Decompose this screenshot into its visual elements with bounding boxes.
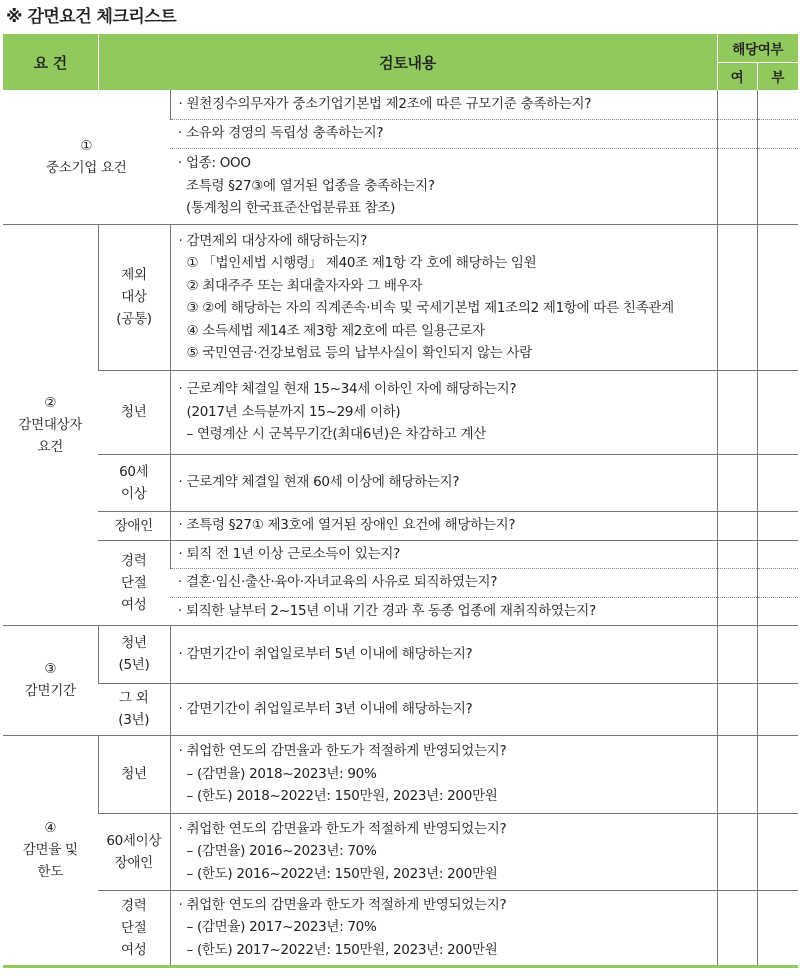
- subcategory-label-line: 장애인: [114, 517, 153, 534]
- section-label-line: 감면기간: [24, 683, 76, 699]
- checkbox-no[interactable]: [757, 224, 798, 370]
- check-item: [170, 890, 717, 966]
- table-row: [3, 370, 798, 454]
- check-item-line: · 취업한 연도의 감면율과 한도가 적절하게 반영되었는지?: [178, 820, 507, 837]
- check-item: [170, 568, 717, 597]
- section-label-line: ③: [44, 661, 57, 677]
- section-label-line: 감면대상자: [18, 416, 83, 433]
- subcategory-label-line: (5년): [118, 657, 150, 673]
- subcategory-label-line: 경력: [121, 552, 147, 569]
- checkbox-no[interactable]: [757, 597, 798, 625]
- subcategory-label: [98, 454, 170, 511]
- checkbox-no[interactable]: [757, 370, 798, 454]
- subcategory-label: [98, 735, 170, 813]
- check-item: [170, 90, 717, 119]
- check-item-line: · 감면제외 대상자에 해당하는지?: [178, 232, 367, 249]
- check-item: [170, 454, 717, 511]
- checkbox-yes[interactable]: [717, 597, 757, 625]
- checkbox-no[interactable]: [757, 625, 798, 683]
- checkbox-yes[interactable]: [717, 540, 757, 568]
- check-item: [170, 540, 717, 568]
- check-item-line: – (감면율) 2018~2023년: 90%: [186, 765, 377, 782]
- section-label-line: 감면율 및: [22, 842, 78, 858]
- check-item-line: · 퇴직 전 1년 이상 근로소득이 있는지?: [178, 545, 400, 562]
- table-row: [3, 511, 798, 540]
- check-item: [170, 511, 717, 540]
- subcategory-label-line: 단절: [121, 574, 147, 591]
- check-item-line: ④ 소득세법 제14조 제3항 제2호에 따른 일용근로자: [186, 322, 485, 339]
- subcategory-label: [98, 511, 170, 540]
- checkbox-yes[interactable]: [717, 454, 757, 511]
- checkbox-no[interactable]: [757, 511, 798, 540]
- check-item-line: · 원천징수의무자가 중소기업기본법 제2조에 따른 규모기준 충족하는지?: [178, 96, 592, 112]
- table-row: [3, 224, 798, 370]
- check-item: [170, 735, 717, 813]
- table-row: [3, 454, 798, 511]
- checkbox-yes[interactable]: [717, 813, 757, 890]
- checkbox-yes[interactable]: [717, 148, 757, 224]
- checkbox-yes[interactable]: [717, 90, 757, 119]
- subcategory-label-line: 대상: [121, 289, 147, 305]
- checkbox-no[interactable]: [757, 735, 798, 813]
- checkbox-no[interactable]: [757, 813, 798, 890]
- checkbox-no[interactable]: [757, 454, 798, 511]
- section-label-line: 요건: [37, 438, 63, 455]
- subcategory-label-line: 여성: [121, 941, 147, 958]
- subcategory-label-line: 청년: [121, 635, 147, 651]
- check-item-line: 조특령 §27③에 열거된 업종을 충족하는지?: [186, 177, 435, 194]
- check-item-line: ⑤ 국민연금·건강보험료 등의 납부사실이 확인되지 않는 사람: [186, 345, 533, 361]
- section-label-line: ④: [44, 820, 57, 836]
- checkbox-no[interactable]: [757, 890, 798, 966]
- check-item-line: · 감면기간이 취업일로부터 3년 이내에 해당하는지?: [178, 700, 473, 717]
- section-label-line: 한도: [37, 864, 63, 880]
- check-item-line: · 근로계약 체결일 현재 60세 이상에 해당하는지?: [178, 474, 460, 491]
- header-requirement: 요 건: [3, 34, 98, 90]
- section-label: [3, 625, 98, 735]
- check-item: [170, 597, 717, 625]
- checkbox-yes[interactable]: [717, 568, 757, 597]
- subcategory-label-line: 60세: [119, 463, 149, 480]
- subcategory-label-line: 경력: [121, 897, 147, 914]
- checkbox-yes[interactable]: [717, 735, 757, 813]
- table-row: [3, 90, 798, 119]
- checkbox-no[interactable]: [757, 568, 798, 597]
- subcategory-label: [98, 683, 170, 735]
- checkbox-yes[interactable]: [717, 625, 757, 683]
- subcategory-label-line: 이상: [121, 485, 147, 502]
- table-row: [3, 625, 798, 683]
- checkbox-no[interactable]: [757, 148, 798, 224]
- checkbox-no[interactable]: [757, 540, 798, 568]
- subcategory-label-line: 제외: [121, 267, 147, 283]
- header-applicable: 해당여부: [717, 34, 798, 62]
- section-label: [3, 90, 170, 224]
- checkbox-yes[interactable]: [717, 511, 757, 540]
- check-item-line: · 취업한 연도의 감면율과 한도가 적절하게 반영되었는지?: [178, 743, 507, 760]
- check-item: [170, 370, 717, 454]
- table-row: [3, 735, 798, 813]
- section-label-line: ②: [44, 394, 57, 411]
- check-item-line: · 결혼·임신·출산·육아·자녀교육의 사유로 퇴직하였는지?: [178, 574, 498, 591]
- subcategory-label: [98, 224, 170, 370]
- check-item: [170, 813, 717, 890]
- header-content: 검토내용: [98, 34, 717, 90]
- checkbox-yes[interactable]: [717, 890, 757, 966]
- checkbox-yes[interactable]: [717, 370, 757, 454]
- subcategory-label: [98, 890, 170, 966]
- subcategory-label: [98, 370, 170, 454]
- check-item: [170, 625, 717, 683]
- check-item-line: · 취업한 연도의 감면율과 한도가 적절하게 반영되었는지?: [178, 896, 507, 913]
- check-item: [170, 224, 717, 370]
- table-row: [3, 540, 798, 568]
- subcategory-label-line: 장애인: [114, 854, 153, 871]
- subcategory-label-line: 청년: [121, 766, 147, 782]
- checkbox-no[interactable]: [757, 90, 798, 119]
- check-item: [170, 683, 717, 735]
- page-title: ※ 감면요건 체크리스트: [6, 7, 177, 27]
- subcategory-label-line: 단절: [121, 919, 147, 936]
- subcategory-label-line: 60세이상: [106, 832, 162, 849]
- checklist-table: [3, 34, 798, 968]
- check-item-line: (통계청의 한국표준산업분류표 참조): [186, 200, 396, 217]
- check-item-line: – 연령계산 시 군복무기간(최대6년)은 차감하고 계산: [186, 426, 486, 443]
- section-label-line: ①: [80, 137, 93, 154]
- header-yes: 여: [717, 62, 757, 90]
- checkbox-yes[interactable]: [717, 119, 757, 148]
- check-item-line: – (한도) 2016~2022년: 150만원, 2023년: 200만원: [186, 865, 498, 882]
- header-no: 부: [757, 62, 798, 90]
- check-item-line: ① 「법인세법 시행령」 제40조 제1항 각 호에 해당하는 임원: [186, 255, 537, 271]
- subcategory-label: [98, 813, 170, 890]
- check-item-line: · 근로계약 체결일 현재 15~34세 이하인 자에 해당하는지?: [178, 381, 517, 398]
- subcategory-label-line: (공통): [116, 311, 152, 327]
- check-item: [170, 119, 717, 148]
- checklist-body: [3, 90, 798, 966]
- subcategory-label: [98, 625, 170, 683]
- section-label: [3, 735, 98, 966]
- check-item-line: (2017년 소득분까지 15~29세 이하): [186, 403, 401, 420]
- table-row: [3, 813, 798, 890]
- check-item-line: – (한도) 2018~2022년: 150만원, 2023년: 200만원: [186, 788, 498, 805]
- check-item: [170, 148, 717, 224]
- check-item-line: – (감면율) 2017~2023년: 70%: [186, 919, 377, 936]
- check-item-line: · 조특령 §27① 제3호에 열거된 장애인 요건에 해당하는지?: [178, 517, 516, 534]
- section-label-line: 중소기업 요건: [46, 159, 127, 176]
- checkbox-no[interactable]: [757, 119, 798, 148]
- checkbox-no[interactable]: [757, 683, 798, 735]
- section-label: [3, 224, 98, 625]
- check-item-line: · 소유와 경영의 독립성 충족하는지?: [178, 125, 384, 142]
- table-row: [3, 683, 798, 735]
- subcategory-label-line: 그 외: [119, 690, 149, 706]
- subcategory-label-line: 청년: [121, 404, 147, 420]
- subcategory-label-line: (3년): [118, 712, 150, 728]
- subcategory-label-line: 여성: [121, 596, 147, 613]
- check-item-line: ③ ②에 해당하는 자의 직계존속·비속 및 국세기본법 제1조의2 제1항에 따른 친족관계: [186, 300, 674, 316]
- checkbox-yes[interactable]: [717, 683, 757, 735]
- table-row: [3, 890, 798, 966]
- checkbox-yes[interactable]: [717, 224, 757, 370]
- check-item-line: ② 최대주주 또는 최대출자자와 그 배우자: [186, 277, 423, 294]
- check-item-line: – (감면율) 2016~2023년: 70%: [186, 843, 377, 860]
- check-item-line: · 감면기간이 취업일로부터 5년 이내에 해당하는지?: [178, 645, 473, 662]
- check-item-line: – (한도) 2017~2022년: 150만원, 2023년: 200만원: [186, 941, 498, 958]
- check-item-line: · 업종: OOO: [178, 155, 251, 172]
- check-item-line: · 퇴직한 날부터 2~15년 이내 기간 경과 후 동종 업종에 재취직하였는지?: [178, 602, 596, 619]
- subcategory-label: [98, 540, 170, 625]
